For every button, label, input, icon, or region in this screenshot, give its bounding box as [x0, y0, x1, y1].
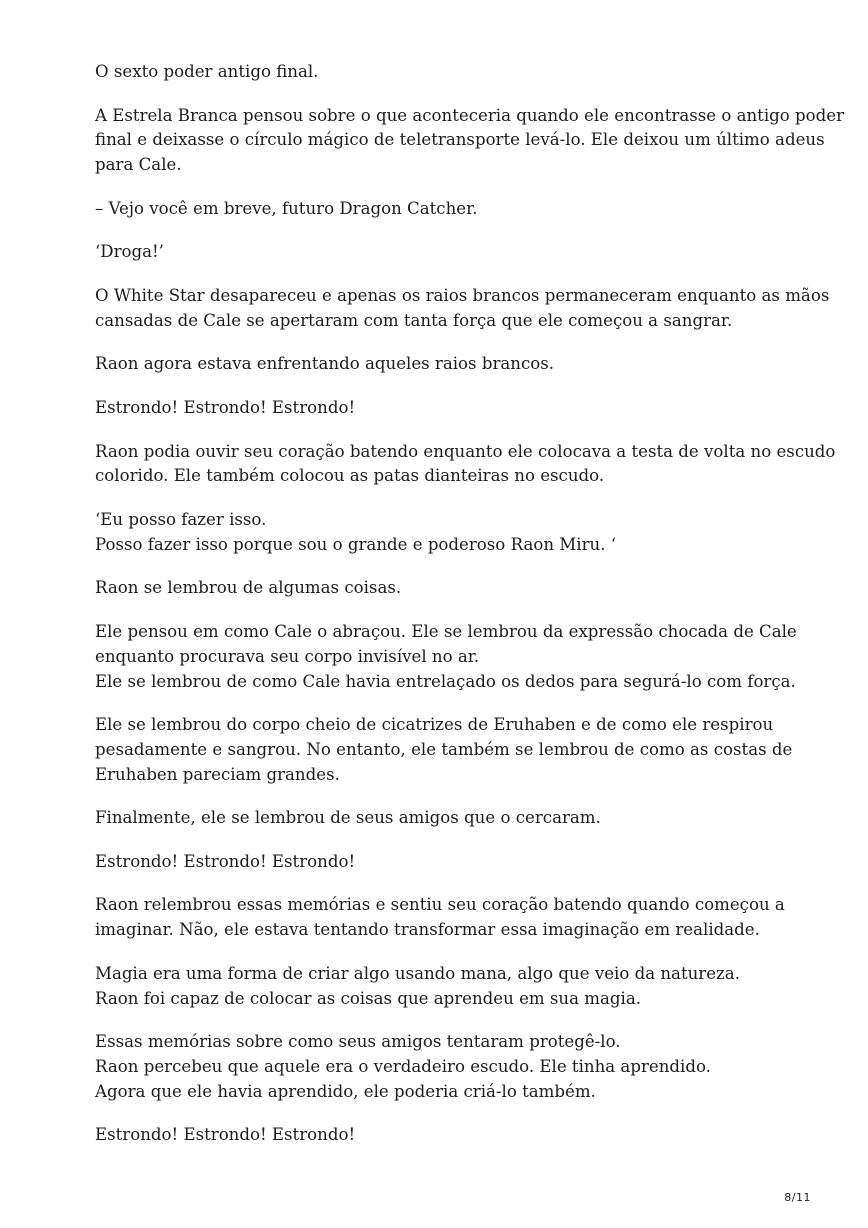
- text-line: final e deixasse o círculo mágico de teletransporte levá-lo. Ele deixou um último adeus: [95, 130, 825, 150]
- paragraph: [95, 60, 785, 85]
- text-line: Finalmente, ele se lembrou de seus amigos que o cercaram.: [95, 808, 601, 828]
- text-line: Estrondo! Estrondo! Estrondo!: [95, 397, 356, 417]
- paragraph: [95, 352, 785, 377]
- text-line: cansadas de Cale se apertaram com tanta força que ele começou a sangrar.: [95, 310, 733, 330]
- text-line: Estrondo! Estrondo! Estrondo!: [95, 1125, 356, 1145]
- text-line: Eruhaben pareciam grandes.: [95, 764, 340, 784]
- text-line: Raon podia ouvir seu coração batendo enquanto ele colocava a testa de volta no escudo: [95, 441, 836, 461]
- text-line: Ele se lembrou de como Cale havia entrelaçado os dedos para segurá-lo com força.: [95, 671, 796, 691]
- text-line: enquanto procurava seu corpo invisível no ar.: [95, 646, 480, 666]
- paragraph: [95, 620, 797, 694]
- text-line: O sexto poder antigo final.: [95, 62, 319, 81]
- text-line: Ele pensou em como Cale o abraçou. Ele se lembrou da expressão chocada de Cale: [95, 621, 797, 641]
- paragraph: [95, 1123, 785, 1148]
- paragraph: [95, 576, 785, 601]
- paragraph: [95, 850, 785, 875]
- text-line: colorido. Ele também colocou as patas dianteiras no escudo.: [95, 466, 605, 486]
- paragraph: [95, 396, 785, 421]
- paragraph: [95, 713, 793, 787]
- text-line: Raon relembrou essas memórias e sentiu seu coração batendo quando começou a: [95, 895, 785, 915]
- text-line: Raon percebeu que aquele era o verdadeiro escudo. Ele tinha aprendido.: [95, 1057, 711, 1077]
- paragraph: [95, 104, 845, 178]
- paragraph: [95, 962, 785, 1012]
- paragraph: [95, 508, 785, 558]
- paragraph: [95, 197, 785, 222]
- page-number: 8/11: [784, 1191, 811, 1204]
- paragraph: [95, 806, 785, 831]
- text-line: pesadamente e sangrou. No entanto, ele também se lembrou de como as costas de: [95, 739, 793, 759]
- text-line: Raon foi capaz de colocar as coisas que aprendeu em sua magia.: [95, 988, 642, 1008]
- paragraph: [95, 1030, 785, 1104]
- text-line: – Vejo você em breve, futuro Dragon Catcher.: [95, 198, 478, 218]
- text-line: ‘Droga!’: [95, 242, 164, 262]
- text-line: Agora que ele havia aprendido, ele poderia criá-lo também.: [95, 1081, 596, 1101]
- text-line: Ele se lembrou do corpo cheio de cicatrizes de Eruhaben e de como ele respirou: [95, 715, 774, 735]
- text-line: Posso fazer isso porque sou o grande e poderoso Raon Miru. ‘: [95, 534, 617, 554]
- paragraph: [95, 440, 836, 490]
- text-line: O White Star desapareceu e apenas os raios brancos permaneceram enquanto as mãos: [95, 285, 830, 305]
- paragraph: [95, 284, 830, 334]
- text-line: imaginar. Não, ele estava tentando transformar essa imaginação em realidade.: [95, 920, 760, 940]
- document-body: [95, 60, 845, 1167]
- text-line: A Estrela Branca pensou sobre o que aconteceria quando ele encontrasse o antigo poder: [95, 105, 845, 125]
- text-line: Magia era uma forma de criar algo usando mana, algo que veio da natureza.: [95, 963, 740, 983]
- text-line: Raon se lembrou de algumas coisas.: [95, 578, 402, 598]
- text-line: Estrondo! Estrondo! Estrondo!: [95, 851, 356, 871]
- paragraph: [95, 893, 785, 943]
- text-line: Raon agora estava enfrentando aqueles raios brancos.: [95, 354, 555, 374]
- paragraph: [95, 240, 785, 265]
- text-line: ‘Eu posso fazer isso.: [95, 509, 267, 529]
- text-line: Essas memórias sobre como seus amigos tentaram protegê-lo.: [95, 1032, 621, 1052]
- text-line: para Cale.: [95, 155, 182, 175]
